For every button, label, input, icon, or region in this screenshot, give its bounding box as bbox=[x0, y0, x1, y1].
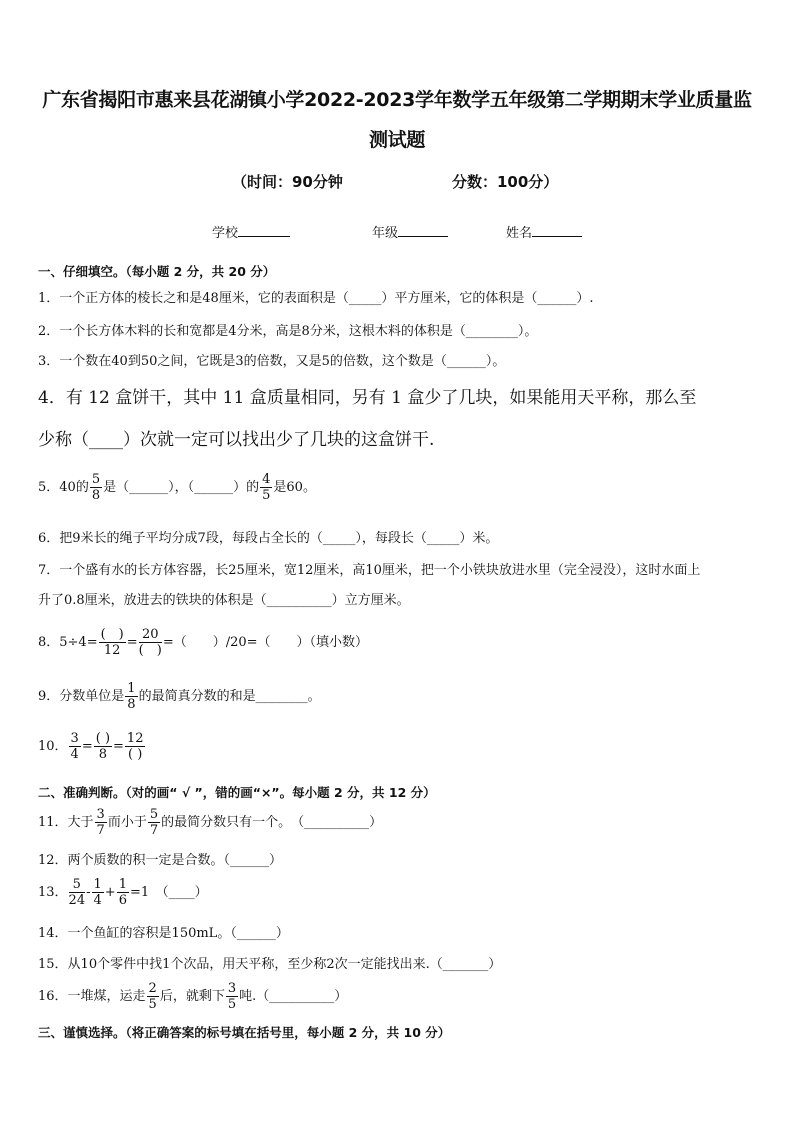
equals-sign: = bbox=[81, 739, 93, 754]
denominator: 8 bbox=[91, 488, 101, 503]
q10-text-a: 10． bbox=[38, 739, 68, 754]
fraction bbox=[99, 628, 126, 657]
school-field[interactable] bbox=[212, 224, 290, 243]
q16-text-c: 吨.（__________） bbox=[239, 989, 348, 1004]
numerator: 5 bbox=[91, 472, 101, 487]
numerator: 3 bbox=[227, 981, 237, 996]
section-1-heading: 一、仔细填空。（每小题 2 分，共 20 分） bbox=[38, 264, 276, 279]
section-2-heading: 二、准确判断。（对的画“ √ ”，错的画“×”。每小题 2 分，共 12 分） bbox=[38, 785, 436, 800]
denominator: 5 bbox=[262, 488, 271, 503]
fraction bbox=[148, 808, 160, 837]
question-13 bbox=[38, 878, 208, 907]
question-4-line2: 少称（____）次就一定可以找出少了几块的这盒饼干. bbox=[38, 430, 435, 450]
numerator: ( ) bbox=[95, 731, 111, 746]
numerator: 4 bbox=[262, 472, 271, 487]
question-11 bbox=[38, 808, 382, 837]
exam-score: 分数：100分） bbox=[452, 173, 559, 191]
fraction bbox=[125, 732, 146, 761]
q5-text-b: 是（______），（______）的 bbox=[103, 480, 260, 495]
denominator: 6 bbox=[118, 893, 127, 908]
numerator: 1 bbox=[118, 877, 127, 892]
exam-title-line2: 测试题 bbox=[368, 129, 426, 151]
question-8 bbox=[38, 628, 368, 657]
denominator: ( ) bbox=[138, 643, 162, 658]
fraction bbox=[94, 732, 112, 761]
fraction bbox=[125, 682, 137, 711]
numerator: 20 bbox=[139, 628, 162, 643]
fraction bbox=[117, 878, 129, 907]
question-14: 14．一个鱼缸的容积是150mL。（______） bbox=[38, 926, 289, 941]
fraction bbox=[139, 628, 162, 657]
q11-text-a: 11．大于 bbox=[38, 815, 94, 830]
q16-text-a: 16．一堆煤，运走 bbox=[38, 989, 146, 1004]
denominator: 5 bbox=[227, 997, 237, 1012]
name-field[interactable] bbox=[506, 224, 582, 243]
exam-title-line1: 广东省揭阳市惠来县花湖镇小学2022-2023学年数学五年级第二学期期末学业质量监 bbox=[42, 89, 752, 111]
grade-blank[interactable] bbox=[398, 224, 448, 237]
numerator: 3 bbox=[70, 731, 79, 746]
q11-text-b: 而小于 bbox=[107, 815, 147, 830]
question-5 bbox=[38, 473, 316, 502]
equals-sign: = bbox=[113, 739, 124, 754]
q13-text-b: =1 （____） bbox=[129, 885, 208, 900]
q8-text-b: =（ ）/20=（ ）（填小数） bbox=[162, 635, 369, 650]
numerator: 2 bbox=[148, 981, 157, 996]
q11-text-c: 的最简分数只有一个。 （__________） bbox=[161, 815, 383, 830]
question-9 bbox=[38, 682, 321, 711]
fraction bbox=[90, 473, 102, 502]
denominator: 12 bbox=[103, 643, 121, 658]
q5-text-a: 5．40的 bbox=[38, 480, 89, 495]
denominator: 5 bbox=[148, 997, 157, 1012]
q13-text-a: 13． bbox=[38, 885, 68, 900]
denominator: 8 bbox=[127, 697, 136, 712]
exam-time: （时间：90分钟 bbox=[232, 173, 343, 191]
fraction bbox=[147, 982, 159, 1011]
minus-sign: - bbox=[86, 885, 91, 900]
q5-text-c: 是60。 bbox=[273, 480, 316, 495]
numerator: 12 bbox=[126, 731, 144, 746]
section-3-heading: 三、谨慎选择。（将正确答案的标号填在括号里，每小题 2 分，共 10 分） bbox=[38, 1025, 451, 1040]
numerator: ( ) bbox=[100, 627, 124, 642]
q8-text-a: 8．5÷4= bbox=[38, 635, 98, 650]
question-7-line1: 7．一个盛有水的长方体容器，长25厘米，宽12厘米，高10厘米，把一个小铁块放进水里（完全浸没），这时水面上 bbox=[38, 563, 701, 578]
numerator: 5 bbox=[149, 807, 159, 822]
denominator: ( ) bbox=[128, 747, 143, 762]
fraction bbox=[95, 808, 107, 837]
equals-sign: = bbox=[126, 635, 138, 650]
school-label: 学校 bbox=[212, 226, 239, 241]
name-label: 姓名 bbox=[506, 226, 533, 241]
denominator: 7 bbox=[96, 823, 105, 838]
question-12: 12．两个质数的积一定是合数。（______） bbox=[38, 853, 283, 868]
numerator: 1 bbox=[127, 681, 136, 696]
numerator: 3 bbox=[96, 807, 105, 822]
fraction bbox=[69, 732, 81, 761]
fraction bbox=[226, 982, 238, 1011]
denominator: 4 bbox=[93, 893, 102, 908]
question-10 bbox=[38, 732, 146, 761]
plus-sign: + bbox=[104, 885, 116, 900]
fraction bbox=[260, 473, 272, 502]
question-16 bbox=[38, 982, 347, 1011]
denominator: 7 bbox=[149, 823, 159, 838]
grade-label: 年级 bbox=[372, 226, 399, 241]
denominator: 4 bbox=[70, 747, 79, 762]
grade-field[interactable] bbox=[372, 224, 448, 243]
q16-text-b: 后，就剩下 bbox=[159, 989, 225, 1004]
numerator: 1 bbox=[93, 877, 102, 892]
q9-text-b: 的最简真分数的和是________。 bbox=[138, 689, 321, 704]
denominator: 8 bbox=[98, 747, 108, 762]
question-2: 2．一个长方体木料的长和宽都是4分米，高是8分米，这根木料的体积是（________）。 bbox=[38, 324, 538, 339]
fraction bbox=[92, 878, 104, 907]
question-1: 1．一个正方体的棱长之和是48厘米，它的表面积是（_____）平方厘米，它的体积是（______）. bbox=[38, 291, 594, 306]
q9-text-a: 9．分数单位是 bbox=[38, 689, 125, 704]
question-6: 6．把9米长的绳子平均分成7段，每段占全长的（_____），每段长（_____）米。 bbox=[38, 531, 499, 546]
fraction bbox=[69, 878, 86, 907]
question-15: 15．从10个零件中找1个次品，用天平称，至少称2次一定能找出来.（_______） bbox=[38, 957, 502, 972]
name-blank[interactable] bbox=[532, 224, 582, 237]
question-3: 3．一个数在40到50之间，它既是3的倍数，又是5的倍数，这个数是（______）。 bbox=[38, 354, 506, 369]
numerator: 5 bbox=[69, 878, 86, 893]
question-7-line2: 升了0.8厘米，放进去的铁块的体积是（__________）立方厘米。 bbox=[38, 593, 410, 608]
question-4-line1: 4．有 12 盒饼干，其中 11 盒质量相同，另有 1 盒少了几块，如果能用天平称，那么至 bbox=[38, 388, 697, 408]
school-blank[interactable] bbox=[238, 224, 290, 237]
denominator: 24 bbox=[68, 893, 86, 908]
